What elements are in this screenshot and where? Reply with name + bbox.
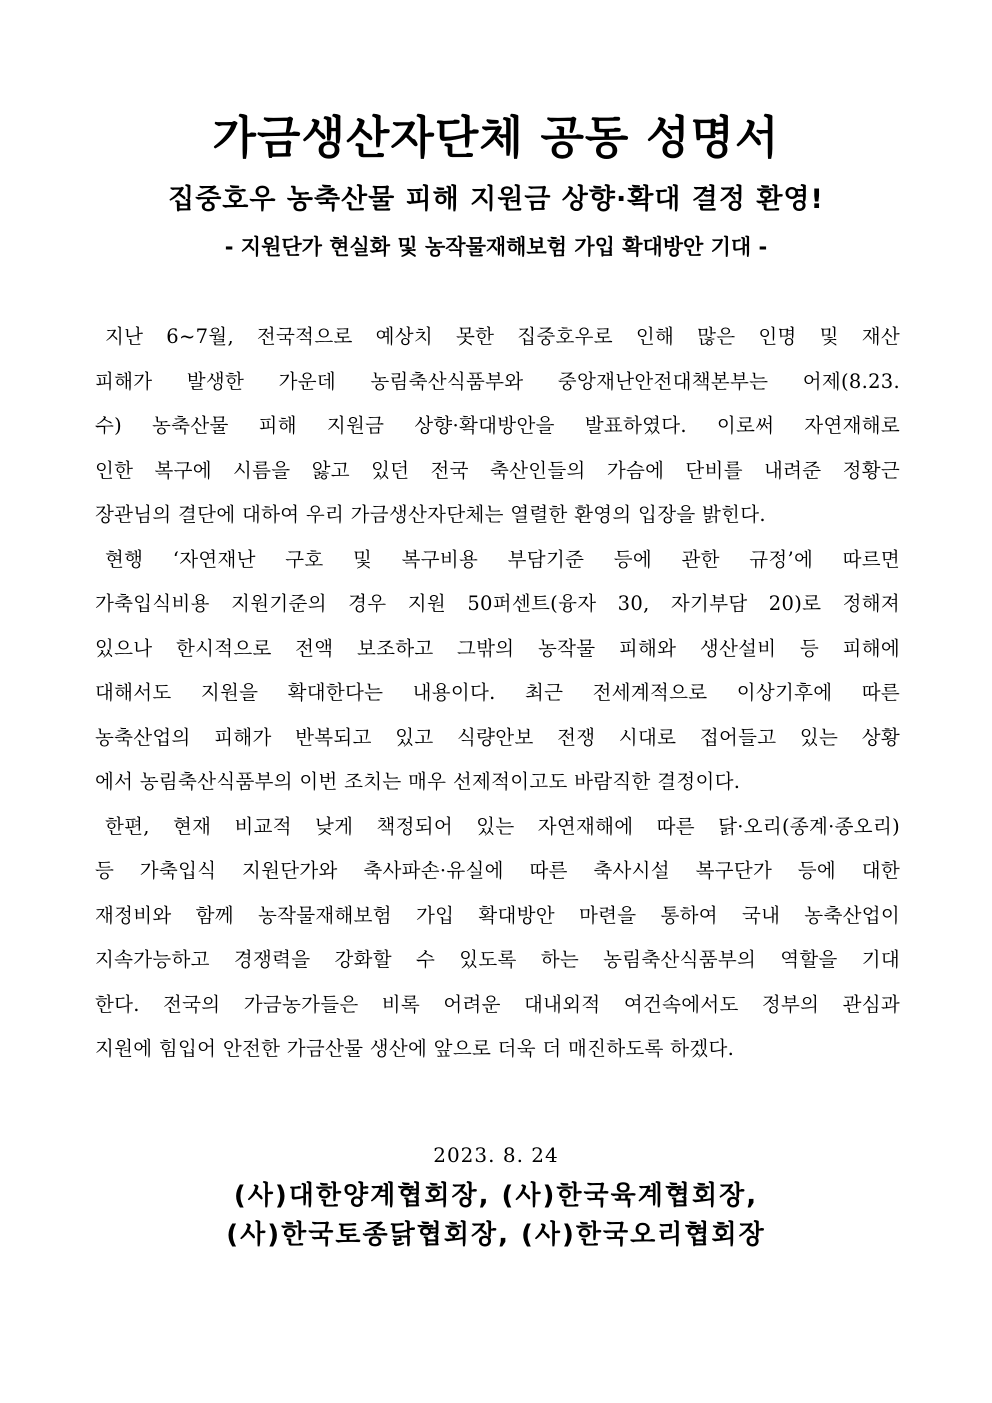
statement-date: 2023. 8. 24 (433, 1143, 559, 1167)
document-title: 가금생산자단체 공동 성명서 (212, 111, 780, 164)
body-line: 에서 농림축산식품부의 이번 조치는 매우 선제적이고도 바람직한 결정이다. (95, 770, 741, 793)
body-line: 농축산업의 피해가 반복되고 있고 식량안보 전쟁 시대로 접어들고 있는 상황 (95, 725, 900, 749)
body-line: 가축입식비용 지원기준의 경우 지원 50퍼센트(융자 30, 자기부담 20)로 정해져 (95, 592, 900, 615)
body-line: 지난 6~7월, 전국적으로 예상치 못한 집중호우로 인해 많은 인명 및 재산 (105, 325, 900, 348)
body-line: 장관님의 결단에 대하여 우리 가금생산자단체는 열렬한 환영의 입장을 밝힌다. (95, 503, 766, 526)
body-line: 피해가 발생한 가운데 농림축산식품부와 중앙재난안전대책본부는 어제(8.23. (95, 369, 900, 393)
body-line: 지속가능하고 경쟁력을 강화할 수 있도록 하는 농림축산식품부의 역할을 기대 (95, 948, 900, 971)
document-subtitle: 집중호우 농축산물 피해 지원금 상향·확대 결정 환영! (168, 184, 824, 215)
body-line: 대해서도 지원을 확대한다는 내용이다. 최근 전세계적으로 이상기후에 따른 (95, 681, 900, 704)
statement-body (95, 315, 900, 1072)
body-line: 있으나 한시적으로 전액 보조하고 그밖의 농작물 피해와 생산설비 등 피해에 (95, 636, 900, 660)
body-line: 지원에 힘입어 안전한 가금산물 생산에 앞으로 더욱 더 매진하도록 하겠다. (95, 1037, 735, 1060)
body-line: 등 가축입식 지원단가와 축사파손·유실에 따른 축사시설 복구단가 등에 대한 (95, 859, 900, 882)
body-line: 재정비와 함께 농작물재해보험 가입 확대방안 마련을 통하여 국내 농축산업이 (95, 903, 900, 927)
signatories-line-2: (사)한국토종닭협회장, (사)한국오리협회장 (226, 1220, 766, 1250)
body-line: 수) 농축산물 피해 지원금 상향·확대방안을 발표하였다. 이로써 자연재해로 (95, 414, 900, 437)
signatories-line-1: (사)대한양계협회장, (사)한국육계협회장, (233, 1181, 759, 1211)
body-line: 현행 ‘자연재난 구호 및 복구비용 부담기준 등에 관한 규정’에 따르면 (105, 547, 900, 571)
body-line: 한다. 전국의 가금농가들은 비록 어려운 대내외적 여건속에서도 정부의 관심과 (95, 992, 900, 1016)
body-line: 한편, 현재 비교적 낮게 책정되어 있는 자연재해에 따른 닭·오리(종계·종오리) (105, 814, 900, 838)
body-line: 인한 복구에 시름을 앓고 있던 전국 축산인들의 가슴에 단비를 내려준 정황근 (95, 458, 900, 482)
document-subsubtitle: - 지원단가 현실화 및 농작물재해보험 가입 확대방안 기대 - (224, 235, 768, 259)
